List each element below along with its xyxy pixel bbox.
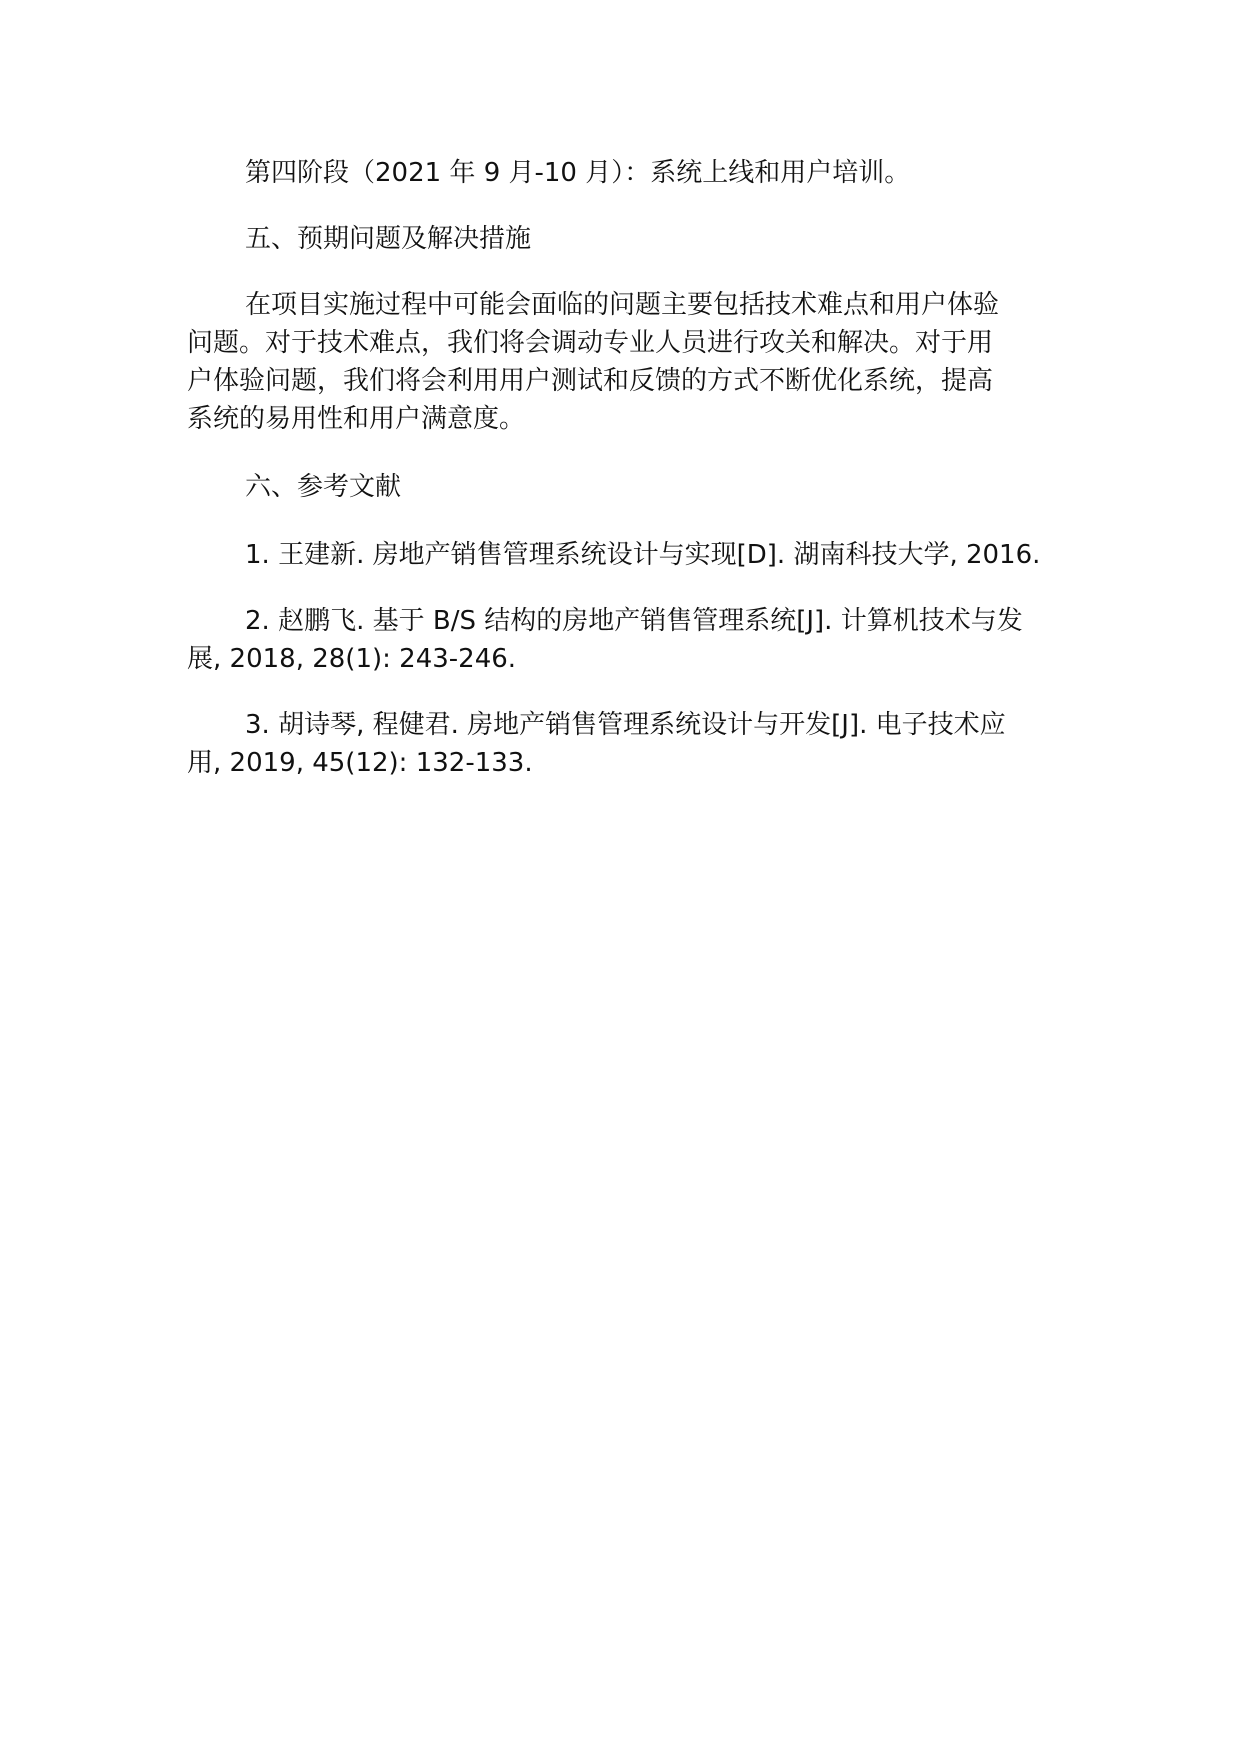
reference-line: 用, 2019, 45(12): 132-133.	[187, 748, 533, 778]
paragraph-line: 问题。对于技术难点，我们将会调动专业人员进行攻关和解决。对于用	[187, 328, 994, 358]
section-six-heading: 六、参考文献	[245, 472, 402, 502]
reference-line: 1. 王建新. 房地产销售管理系统设计与实现[D]. 湖南科技大学, 2016.	[245, 540, 1041, 570]
phase-four-text: 第四阶段（2021 年 9 月-10 月）：系统上线和用户培训。	[245, 158, 911, 188]
reference-item-3	[187, 706, 1067, 782]
reference-item-2	[187, 602, 1067, 678]
paragraph-line: 在项目实施过程中可能会面临的问题主要包括技术难点和用户体验	[245, 290, 1000, 320]
paragraph-line: 户体验问题，我们将会利用用户测试和反馈的方式不断优化系统，提高	[187, 366, 994, 396]
paragraph-line: 系统的易用性和用户满意度。	[187, 404, 526, 434]
reference-item-1	[187, 536, 1067, 574]
reference-line: 展, 2018, 28(1): 243-246.	[187, 644, 517, 674]
section-five-paragraph	[187, 286, 1067, 438]
reference-line: 3. 胡诗琴, 程健君. 房地产销售管理系统设计与开发[J]. 电子技术应	[245, 710, 1006, 740]
section-five-heading: 五、预期问题及解决措施	[245, 224, 532, 254]
reference-line: 2. 赵鹏飞. 基于 B/S 结构的房地产销售管理系统[J]. 计算机技术与发	[245, 606, 1023, 636]
document-content	[187, 154, 1067, 782]
